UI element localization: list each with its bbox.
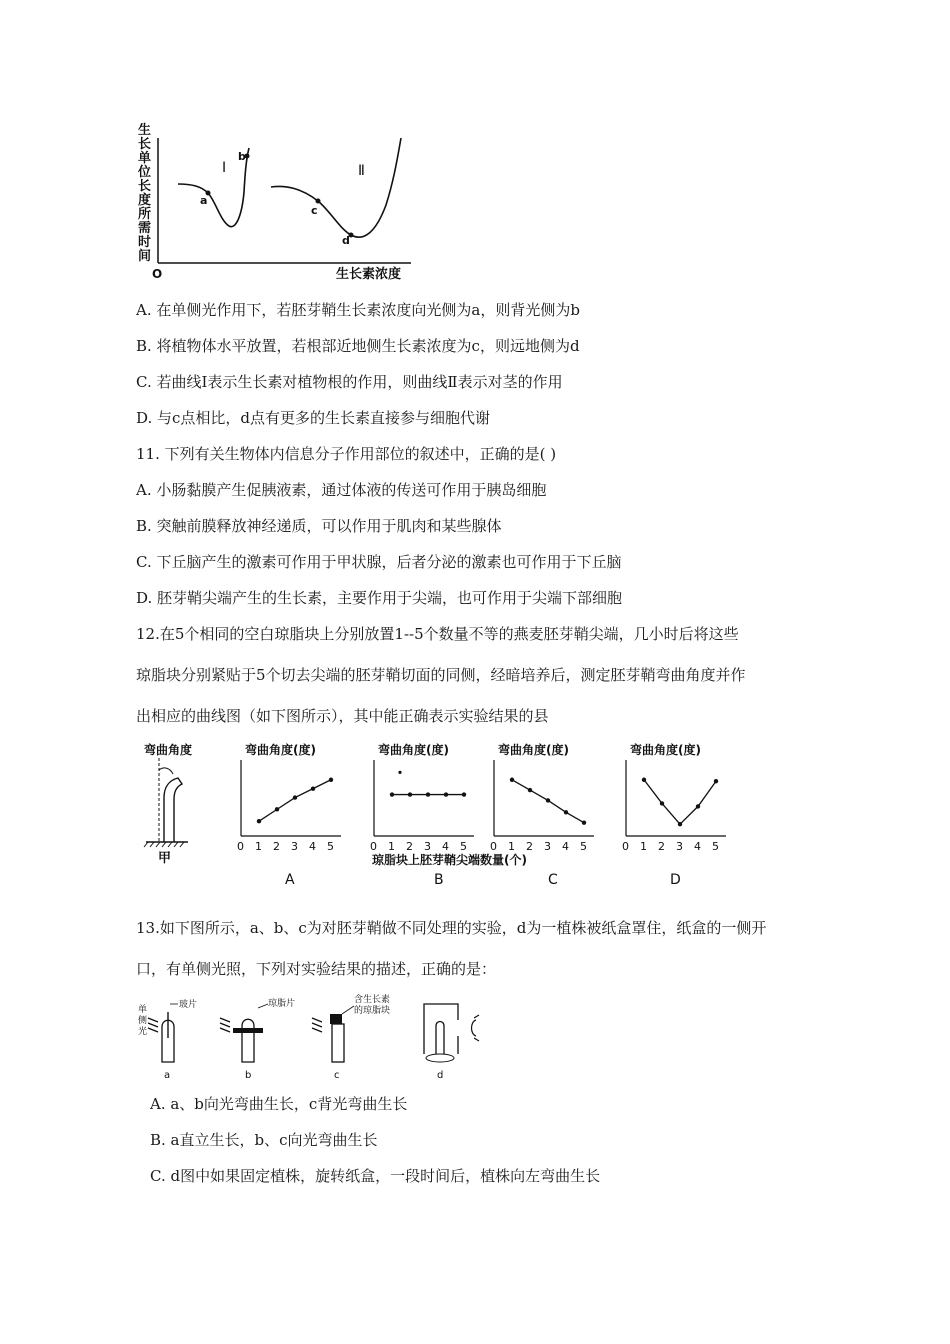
q13-option-c: C. d图中如果固定植株，旋转纸盒，一段时间后，植株向左弯曲生长: [150, 1167, 601, 1185]
chart-b-ylabel: 弯曲角度(度): [378, 743, 449, 757]
q11-stem: 11. 下列有关生物体内信息分子作用部位的叙述中，正确的是( ): [136, 445, 557, 463]
coleoptile-b: [242, 1019, 254, 1062]
data-point: [714, 779, 718, 783]
data-point: [293, 795, 297, 799]
auxin-leader: [342, 1006, 354, 1014]
tick-label: 0: [370, 840, 377, 853]
origin-label: O: [152, 267, 163, 281]
data-point: [564, 810, 568, 814]
q10-option-b: B. 将植物体水平放置，若根部近地侧生长素浓度为c，则远地侧为d: [136, 337, 580, 355]
coleoptile-treatment-figure: [136, 992, 496, 1084]
auxin-label-1: 含生长素: [354, 995, 391, 1005]
chart-d-ticks: [622, 840, 719, 853]
tick-label: 3: [291, 840, 298, 853]
tick-label: 3: [676, 840, 683, 853]
ylabel-char: 时: [138, 235, 152, 250]
light-char: 光: [138, 1027, 148, 1037]
q12-stem-line-3: 出相应的曲线图（如下图所示），其中能正确表示实验结果的县: [136, 707, 549, 725]
series-line: [644, 780, 716, 824]
q12-stem-line-2: 琼脂块分别紧贴于5个切去尖端的胚芽鞘切面的同侧，经暗培养后，测定胚芽鞘弯曲角度并作: [136, 666, 746, 684]
q11-option-b: B. 突触前膜释放神经递质，可以作用于肌肉和某些腺体: [136, 517, 502, 535]
data-point: [390, 792, 394, 796]
ylabel-char: 所: [138, 207, 152, 222]
point-b-label: b: [238, 150, 246, 163]
q13-option-a: A. a、b向光弯曲生长，c背光弯曲生长: [150, 1095, 408, 1113]
point-c: [316, 199, 321, 204]
shared-x-axis-label: 琼脂块上胚芽鞘尖端数量(个): [372, 853, 527, 867]
curve-2-label: Ⅱ: [358, 163, 365, 179]
data-point: [546, 798, 550, 802]
q10-option-a: A. 在单侧光作用下，若胚芽鞘生长素浓度向光侧为a，则背光侧为b: [136, 301, 580, 319]
light-char: 单: [138, 1005, 148, 1015]
tick-label: 2: [406, 840, 413, 853]
tick-label: 0: [622, 840, 629, 853]
chart-b-letter: B: [434, 872, 444, 888]
paper-box: [424, 1004, 458, 1054]
chart-c-ticks: [490, 840, 587, 853]
coleoptile-c: [332, 1024, 344, 1062]
bending-angle-figure: [136, 738, 756, 893]
q10-option-c: C. 若曲线Ⅰ表示生长素对植物根的作用，则曲线Ⅱ表示对茎的作用: [136, 373, 563, 391]
curve-1-label: Ⅰ: [222, 160, 227, 176]
q13-stem-line-2: 口，有单侧光照，下列对实验结果的描述，正确的是：: [136, 960, 497, 978]
tick-label: 1: [508, 840, 515, 853]
plant-d: [436, 1022, 444, 1055]
data-point: [528, 788, 532, 792]
tick-label: 1: [388, 840, 395, 853]
ylabel-char: 单: [138, 151, 152, 166]
setup-c: [312, 993, 390, 1081]
light-source-icon: [472, 1015, 480, 1041]
agar-sheet: [233, 1028, 263, 1033]
tick-label: 4: [694, 840, 701, 853]
agar-label: 琼脂片: [268, 999, 296, 1009]
tick-label: 5: [327, 840, 334, 853]
q11-option-a: A. 小肠黏膜产生促胰液素，通过体液的传送可作用于胰岛细胞: [136, 481, 547, 499]
setup-b: [220, 997, 295, 1081]
stray-point: [398, 771, 401, 774]
q12-stem-line-1: 12.在5个相同的空白琼脂块上分别放置1--5个数量不等的燕麦胚芽鞘尖端，几小时后将这些: [136, 625, 739, 643]
auxin-curve-figure: [136, 120, 426, 285]
ylabel-char: 长: [138, 179, 152, 194]
tick-label: 4: [442, 840, 449, 853]
tick-label: 2: [526, 840, 533, 853]
ylabel-char: 长: [138, 137, 152, 152]
ylabel-char: 度: [138, 193, 152, 208]
data-point: [642, 778, 646, 782]
bent-coleoptile: [164, 778, 182, 842]
jia-angle-label: 弯曲角度: [144, 743, 193, 757]
q10-option-d: D. 与c点相比，d点有更多的生长素直接参与细胞代谢: [136, 409, 491, 427]
jia-caption: 甲: [158, 851, 172, 866]
chart-a-ticks: [237, 840, 334, 853]
light-arrows-icon: [312, 1018, 322, 1032]
angle-arc: [159, 768, 173, 774]
tick-label: 3: [544, 840, 551, 853]
data-point: [582, 820, 586, 824]
y-axis-label: [137, 122, 151, 264]
setup-d: [424, 1004, 479, 1081]
q11-option-d: D. 胚芽鞘尖端产生的生长素，主要作用于尖端，也可作用于尖端下部细胞: [136, 589, 623, 607]
chart-a-letter: A: [285, 872, 295, 888]
point-d-label: d: [342, 234, 350, 247]
data-point: [311, 786, 315, 790]
chart-d: [622, 742, 726, 888]
tick-label: 4: [562, 840, 569, 853]
tick-label: 1: [255, 840, 262, 853]
tick-label: 0: [237, 840, 244, 853]
point-c-label: c: [311, 204, 318, 217]
series-line: [259, 780, 331, 821]
tick-label: 5: [712, 840, 719, 853]
chart-a-ylabel: 弯曲角度(度): [245, 743, 316, 757]
curve-2: [271, 138, 401, 237]
chart-c-letter: C: [548, 872, 558, 888]
label-a: a: [164, 1070, 171, 1081]
data-point: [696, 804, 700, 808]
x-axis-label: 生长素浓度: [336, 267, 402, 282]
light-arrows-icon: [220, 1018, 230, 1032]
q13-option-b: B. a直立生长，b、c向光弯曲生长: [150, 1131, 378, 1149]
tick-label: 3: [424, 840, 431, 853]
q11-option-c: C. 下丘脑产生的激素可作用于甲状腺，后者分泌的激素也可作用于下丘脑: [136, 553, 622, 571]
chart-d-letter: D: [670, 872, 681, 888]
chart-a: [237, 742, 341, 888]
tick-label: 2: [658, 840, 665, 853]
label-c: c: [334, 1070, 340, 1081]
ylabel-char: 位: [138, 165, 152, 180]
tick-label: 2: [273, 840, 280, 853]
tick-label: 5: [580, 840, 587, 853]
data-point: [426, 792, 430, 796]
agar-leader: [258, 1004, 268, 1008]
data-point: [257, 819, 261, 823]
coleoptile-jia-diagram: [144, 742, 192, 866]
data-point: [329, 778, 333, 782]
tick-label: 1: [640, 840, 647, 853]
ylabel-char: 生: [138, 123, 152, 138]
ylabel-char: 需: [138, 221, 152, 236]
data-point: [660, 801, 664, 805]
rotation-ellipse: [426, 1054, 454, 1062]
light-char: 侧: [138, 1016, 148, 1026]
tick-label: 4: [309, 840, 316, 853]
data-point: [678, 822, 682, 826]
setup-a: [138, 998, 197, 1081]
data-point: [408, 792, 412, 796]
label-d: d: [437, 1070, 444, 1081]
tick-label: 0: [490, 840, 497, 853]
data-point: [462, 792, 466, 796]
ylabel-char: 间: [138, 249, 152, 264]
glass-label: 玻片: [179, 1000, 198, 1010]
chart-b-ticks: [370, 840, 467, 853]
auxin-label-2: 的琼脂块: [354, 1006, 391, 1016]
label-b: b: [245, 1070, 252, 1081]
q13-stem-line-1: 13.如下图所示，a、b、c为对胚芽鞘做不同处理的实验，d为一植株被纸盒罩住，纸盒的一侧开: [136, 919, 767, 937]
point-a-label: a: [200, 194, 208, 207]
data-point: [510, 778, 514, 782]
data-point: [275, 807, 279, 811]
chart-d-ylabel: 弯曲角度(度): [630, 743, 701, 757]
chart-c-ylabel: 弯曲角度(度): [498, 743, 569, 757]
tick-label: 5: [460, 840, 467, 853]
data-point: [444, 792, 448, 796]
light-arrows-icon: [148, 1018, 158, 1032]
auxin-agar-block: [330, 1014, 342, 1024]
